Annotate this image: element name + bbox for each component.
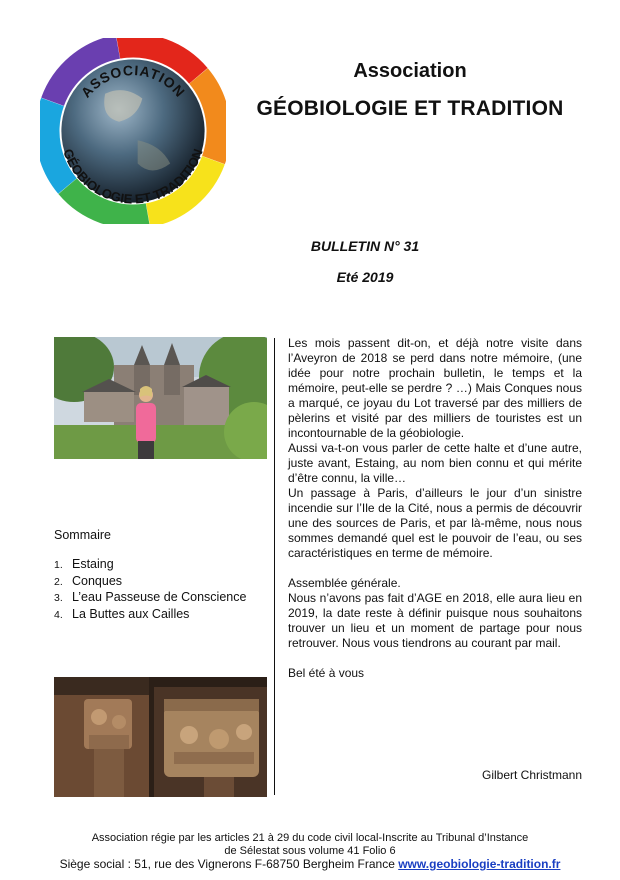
sommaire-item	[54, 607, 246, 624]
column-divider	[274, 338, 275, 795]
sommaire-item-label: Estaing	[72, 557, 114, 571]
bulletin-number: BULLETIN N° 31	[310, 238, 420, 254]
sommaire-item-number: 2.	[54, 575, 63, 588]
sommaire-item	[54, 574, 246, 591]
editorial-paragraph: Aussi va-t-on vous parler de cette halte et d’une autre, juste avant, Estaing, au nom bien connu et qui mérite d’être connu, la ville…	[288, 441, 582, 485]
sommaire-item-label: Conques	[72, 573, 123, 588]
sommaire-list	[54, 557, 246, 623]
header-association: Association	[353, 60, 467, 82]
sommaire-item	[54, 590, 246, 607]
sommaire-item-number: 1.	[54, 559, 63, 571]
logo-top-text: ASSOCIATION	[77, 61, 189, 101]
header-title: GÉOBIOLOGIE ET TRADITION	[256, 97, 564, 120]
sommaire-title: Sommaire	[54, 528, 111, 542]
editorial-paragraph: Un passage à Paris, d’ailleurs le jour d’un sinistre incendie sur l’Ile de la Cité, nous a permis de découvrir une des sources de Paris, et par là-même, nous nous sommes demandé quel est le pouvoir de l’eau, ou ses caractéristiques en terme de mémoire.	[288, 486, 582, 560]
footer-legal-line: Association régie par les articles 21 à 29 du code civil local-Inscrite au Tribunal d’Instance	[91, 832, 529, 844]
editorial-closing: Bel été à vous	[288, 666, 365, 680]
photo-carved-capitals	[54, 677, 267, 797]
association-logo	[40, 38, 226, 224]
editorial-paragraph: Nous n’avons pas fait d’AGE en 2018, elle aura lieu en 2019, la date reste à définir puisque nous souhaitons trouver un lieu et un moment de partage pour nous retrouver. Nous vous tiendrons au courant par mail.	[288, 591, 582, 650]
editorial-paragraph: Les mois passent dit-on, et déjà notre visite dans l’Aveyron de 2018 se perd dans notre mémoire, (une idée pour notre prochain bulletin, le temps et la mémoire, peut-elle se perdre ? …) Mais Conques nous a marqué, ce joyau du Lot traversé par des milliers de pèlerins et visité par des milliers de touristes est un incontournable de la géobiologie.	[288, 336, 582, 440]
sommaire-item-label: La Buttes aux Cailles	[72, 606, 190, 621]
bulletin-editorial	[288, 336, 582, 681]
sommaire-item-number: 4.	[54, 608, 63, 621]
sommaire-item-label: L’eau Passeuse de Conscience	[72, 590, 247, 604]
footer-legal-line: de Sélestat sous volume 41 Folio 6	[224, 845, 396, 857]
signature: Gilbert Christmann	[482, 768, 583, 782]
footer-address: Siège social : 51, rue des Vignerons F-68750 Bergheim France	[59, 857, 395, 871]
logo-bottom-text: GÉOBIOLOGIE ET TRADITION	[60, 146, 206, 207]
editorial-subheading: Assemblée générale.	[288, 576, 401, 590]
photo-conques-village	[54, 337, 267, 459]
footer	[40, 832, 580, 871]
bulletin-season: Eté 2019	[336, 269, 394, 285]
sommaire-item	[54, 557, 246, 574]
sommaire-item-number: 3.	[54, 592, 63, 604]
website-link[interactable]: www.geobiologie-tradition.fr	[398, 857, 561, 871]
